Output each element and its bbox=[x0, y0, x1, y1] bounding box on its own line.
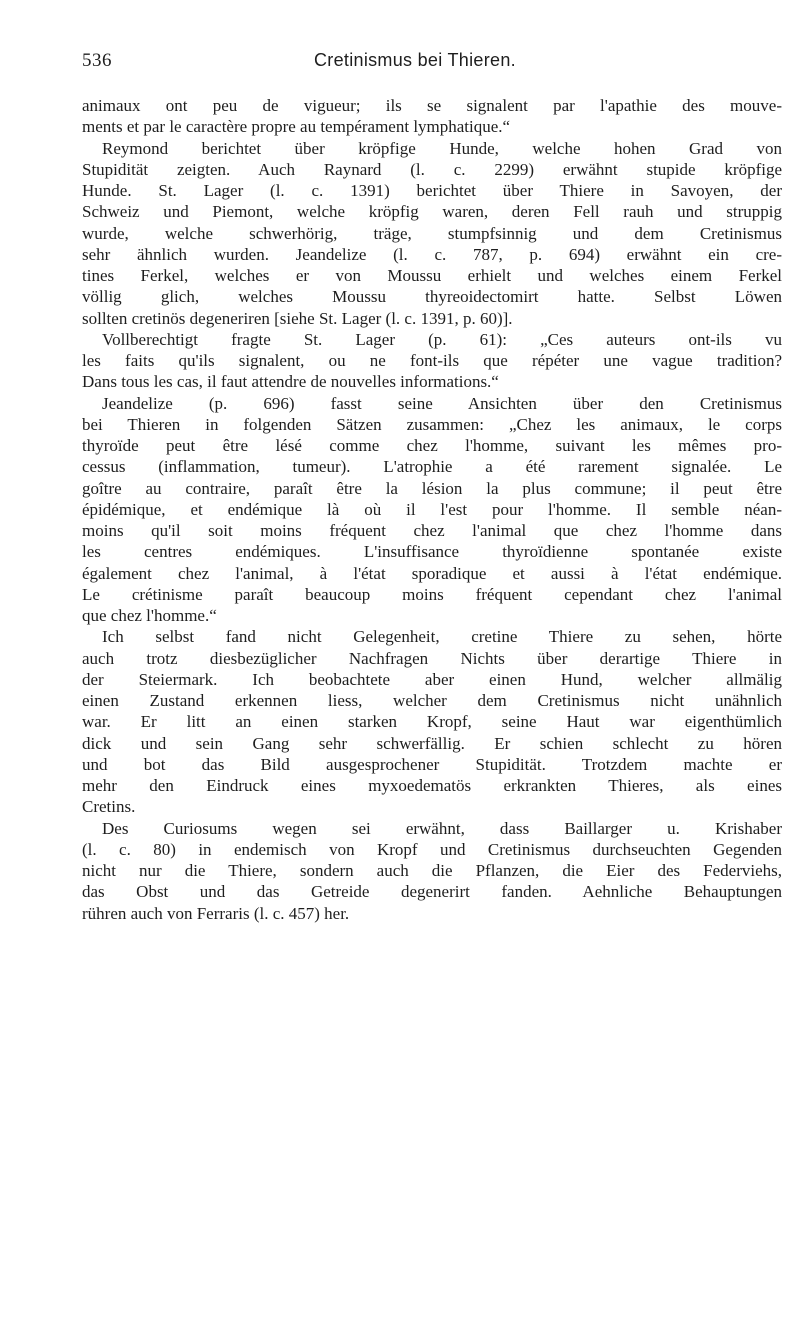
text-line: Des Curiosums wegen sei erwähnt, dass Baillarger u. Krishaber bbox=[102, 818, 782, 838]
text-line: dick und sein Gang sehr schwerfällig. Er schien schlecht zu hören bbox=[82, 733, 782, 753]
text-line: mehr den Eindruck eines myxoedematös erkrankten Thieres, als eines bbox=[82, 776, 782, 795]
text-line: und bot das Bild ausgesprochener Stupidität. Trotzdem machte er bbox=[82, 754, 782, 774]
text-line: der Steiermark. Ich beobachtete aber einen Hund, welcher allmälig bbox=[82, 669, 782, 689]
text-line: wurde, welche schwerhörig, träge, stumpfsinnig und dem Cretinismus bbox=[82, 223, 782, 243]
text-line: bei Thieren in folgenden Sätzen zusammen: „Chez les animaux, le corps bbox=[82, 414, 782, 434]
text-line: épidémique, et endémique là où il l'est pour l'homme. Il semble néan- bbox=[82, 499, 782, 519]
text-line: Stupidität zeigten. Auch Raynard (l. c. 2299) erwähnt stupide kröpfige bbox=[82, 159, 782, 179]
text-line: Schweiz und Piemont, welche kröpfig waren, deren Fell rauh und struppig bbox=[82, 202, 782, 222]
text-line: Reymond berichtet über kröpfige Hunde, welche hohen Grad von bbox=[102, 138, 782, 158]
text-line: das Obst und das Getreide degenerirt fanden. Aehnliche Behauptungen bbox=[82, 882, 782, 902]
body-text bbox=[82, 95, 782, 924]
paragraph bbox=[82, 626, 782, 817]
text-line: animaux ont peu de vigueur; ils se signalent par l'apathie des mouve- bbox=[82, 96, 782, 115]
running-title: Cretinismus bei Thieren. bbox=[314, 50, 516, 70]
text-line: Hunde. St. Lager (l. c. 1391) berichtet über Thiere in Savoyen, der bbox=[82, 181, 782, 200]
book-page bbox=[82, 50, 782, 924]
text-line: sehr ähnlich wurden. Jeandelize (l. c. 787, p. 694) erwähnt ein cre- bbox=[82, 244, 782, 264]
paragraph bbox=[82, 393, 782, 627]
text-line: thyroïde peut être lésé comme chez l'homme, suivant les mêmes pro- bbox=[82, 436, 782, 455]
text-line: sollten cretinös degeneriren [siehe St. Lager (l. c. 1391, p. 60)]. bbox=[82, 308, 513, 328]
text-line: einen Zustand erkennen liess, welcher dem Cretinismus nicht unähnlich bbox=[82, 691, 782, 710]
page-header bbox=[82, 50, 782, 80]
text-line: Vollberechtigt fragte St. Lager (p. 61): „Ces auteurs ont-ils vu bbox=[102, 329, 782, 349]
paragraph bbox=[82, 818, 782, 924]
text-line: war. Er litt an einen starken Kropf, seine Haut war eigenthümlich bbox=[82, 712, 782, 732]
text-line: tines Ferkel, welches er von Moussu erhielt und welches einem Ferkel bbox=[82, 266, 782, 285]
page-number: 536 bbox=[82, 50, 112, 71]
text-line: Cretins. bbox=[82, 797, 136, 817]
text-line: rühren auch von Ferraris (l. c. 457) her. bbox=[82, 903, 350, 923]
text-line: que chez l'homme.“ bbox=[82, 606, 217, 625]
text-line: les centres endémiques. L'insuffisance thyroïdienne spontanée existe bbox=[82, 542, 782, 562]
text-line: goître au contraire, paraît être la lésion la plus commune; il peut être bbox=[82, 478, 782, 498]
paragraph bbox=[82, 95, 782, 138]
text-line: les faits qu'ils signalent, ou ne font-ils que répéter une vague tradition? bbox=[82, 351, 782, 370]
paragraph bbox=[82, 329, 782, 393]
text-line: auch trotz diesbezüglicher Nachfragen Nichts über derartige Thiere in bbox=[82, 648, 782, 668]
paragraph bbox=[82, 138, 782, 329]
text-line: également chez l'animal, à l'état sporadique et aussi à l'état endémique. bbox=[82, 563, 782, 583]
text-line: cessus (inflammation, tumeur). L'atrophie a été rarement signalée. Le bbox=[82, 457, 782, 477]
text-line: (l. c. 80) in endemisch von Kropf und Cretinismus durchseuchten Gegenden bbox=[82, 839, 782, 859]
text-line: Ich selbst fand nicht Gelegenheit, cretine Thiere zu sehen, hörte bbox=[102, 627, 782, 647]
text-line: Dans tous les cas, il faut attendre de nouvelles informations.“ bbox=[82, 372, 499, 392]
text-line: moins qu'il soit moins fréquent chez l'animal que chez l'homme dans bbox=[82, 521, 782, 540]
text-line: Jeandelize (p. 696) fasst seine Ansichten über den Cretinismus bbox=[102, 393, 782, 413]
text-line: ments et par le caractère propre au tempérament lymphatique.“ bbox=[82, 117, 511, 137]
text-line: völlig glich, welches Moussu thyreoidectomirt hatte. Selbst Löwen bbox=[82, 287, 782, 307]
text-line: Le crétinisme paraît beaucoup moins fréquent cependant chez l'animal bbox=[82, 584, 782, 604]
text-line: nicht nur die Thiere, sondern auch die Pflanzen, die Eier des Federviehs, bbox=[82, 861, 782, 880]
